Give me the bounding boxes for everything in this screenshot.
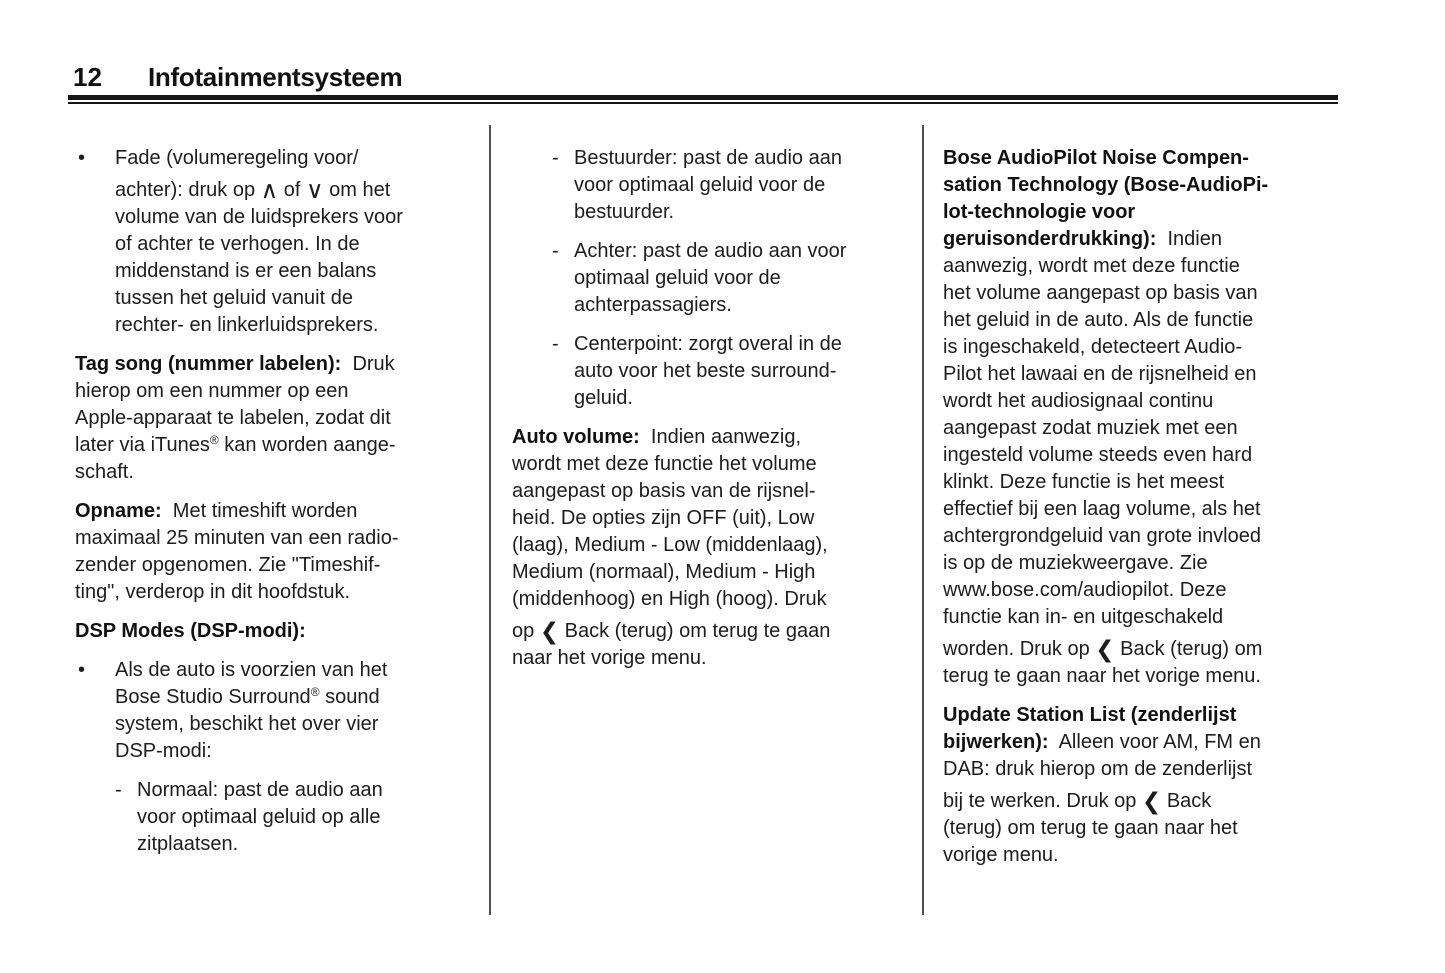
body-text: is ingeschakeld, detecteert Audio- <box>943 336 1243 358</box>
text-line <box>115 738 483 765</box>
body-text: Centerpoint: zorgt overal in de <box>574 333 842 355</box>
text-line <box>943 523 1388 550</box>
text-line <box>943 199 1388 226</box>
bold-text: Bose AudioPilot Noise Compen- <box>943 147 1249 169</box>
page-title: Infotainmentsysteem <box>148 62 403 92</box>
opname-para-text <box>75 498 483 606</box>
text-line <box>943 815 1388 842</box>
body-text: Apple-apparaat te labelen, zodat dit <box>75 407 391 429</box>
registered-symbol: ® <box>209 433 219 447</box>
text-line <box>574 238 916 265</box>
body-text: het geluid in de auto. Als de functie <box>943 309 1254 331</box>
text-line <box>115 657 483 684</box>
body-text: Pilot het lawaai en de rijsnelheid en <box>943 363 1257 385</box>
body-text: Bose Studio Surround <box>115 686 311 708</box>
body-text: schaft. <box>75 461 134 483</box>
text-line <box>75 525 483 552</box>
column-middle <box>512 145 916 684</box>
text-line <box>75 579 483 606</box>
body-text: vorige menu. <box>943 844 1059 866</box>
text-line <box>943 550 1388 577</box>
text-line <box>943 226 1388 253</box>
body-text: achterpassagiers. <box>574 294 732 316</box>
tag-song-para-text <box>75 351 483 486</box>
body-text: Bestuurder: past de audio aan <box>574 147 842 169</box>
down-caret-icon: ∨ <box>306 176 324 204</box>
bold-text: lot-technologie voor <box>943 201 1136 223</box>
dash-marker: - <box>552 333 559 355</box>
text-line <box>115 711 483 738</box>
text-line <box>115 285 483 312</box>
body-text: ingesteld volume steeds even hard <box>943 444 1253 466</box>
bold-text: Tag song (nummer labelen): <box>75 353 342 375</box>
bold-text: sation Technology (Bose-AudioPi- <box>943 174 1269 196</box>
header-rule <box>68 95 1338 104</box>
body-text: geluid. <box>574 387 633 409</box>
body-text: wordt met deze functie het volume <box>512 453 817 475</box>
column-separator <box>489 125 491 915</box>
body-text: heid. De opties zijn OFF (uit), Low <box>512 507 815 529</box>
body-text: aanwezig, wordt met deze functie <box>943 255 1240 277</box>
text-line <box>75 498 483 525</box>
text-line <box>574 292 916 319</box>
body-text: worden. Druk op <box>943 638 1096 660</box>
body-text: Normaal: past de audio aan <box>137 779 383 801</box>
text-line <box>512 613 916 645</box>
dsp-modes-heading-text <box>75 618 483 645</box>
bose-studio-bullet <box>75 657 483 765</box>
body-text: aangepast zodat muziek met een <box>943 417 1238 439</box>
body-text: Als de auto is voorzien van het <box>115 659 388 681</box>
fade-bullet-text <box>75 145 483 339</box>
text-line <box>574 331 916 358</box>
text-line <box>943 496 1388 523</box>
body-text: functie kan in- en uitgeschakeld <box>943 606 1224 628</box>
body-text: naar het vorige menu. <box>512 647 707 669</box>
tag-song-para <box>75 351 483 486</box>
body-text: Back <box>1161 790 1212 812</box>
body-text: maximaal 25 minuten van een radio- <box>75 527 399 549</box>
text-line <box>512 424 916 451</box>
dash-marker: - <box>115 779 122 801</box>
text-line <box>943 334 1388 361</box>
text-line <box>75 351 483 378</box>
body-text: voor optimaal geluid voor de <box>574 174 826 196</box>
bose-studio-bullet-text <box>75 657 483 765</box>
text-line <box>115 258 483 285</box>
text-line <box>943 729 1388 756</box>
body-text: Met timeshift worden <box>161 500 358 522</box>
bold-text: DSP Modes (DSP-modi): <box>75 620 306 642</box>
up-caret-icon: ∧ <box>260 176 279 204</box>
bestuurder-dash-text <box>512 145 916 226</box>
body-text: kan worden aange- <box>218 434 396 456</box>
body-text: achtergrondgeluid van grote invloed <box>943 525 1261 547</box>
dash-marker: - <box>552 147 559 169</box>
text-line <box>115 145 483 172</box>
text-line <box>943 253 1388 280</box>
centerpoint-dash <box>512 331 916 412</box>
back-chevron-icon: ❮ <box>539 619 560 645</box>
text-line <box>943 415 1388 442</box>
text-line <box>512 532 916 559</box>
body-text: Indien aanwezig, <box>639 426 802 448</box>
text-line <box>512 478 916 505</box>
body-text: Back (terug) om terug te gaan <box>559 620 831 642</box>
body-text: Back (terug) om <box>1114 638 1263 660</box>
text-line <box>574 172 916 199</box>
text-line <box>115 231 483 258</box>
text-line <box>75 618 483 645</box>
bold-text: bijwerken): <box>943 731 1049 753</box>
text-line <box>943 783 1388 815</box>
body-text: (laag), Medium - Low (middenlaag), <box>512 534 828 556</box>
text-line <box>75 552 483 579</box>
body-text: auto voor het beste surround- <box>574 360 837 382</box>
column-right <box>943 145 1388 881</box>
body-text: zender opgenomen. Zie "Timeshif- <box>75 554 381 576</box>
body-text: hierop om een nummer op een <box>75 380 349 402</box>
achter-dash-text <box>512 238 916 319</box>
body-text: Fade (volumeregeling voor/ <box>115 147 359 169</box>
bullet-marker: • <box>78 147 86 169</box>
column-left <box>75 145 483 870</box>
update-station-list-para <box>943 702 1388 869</box>
bold-text: Update Station List (zenderlijst <box>943 704 1237 726</box>
text-line <box>574 199 916 226</box>
body-text: (middenhoog) en High (hoog). Druk <box>512 588 827 610</box>
body-text: voor optimaal geluid op alle <box>137 806 381 828</box>
text-line <box>943 702 1388 729</box>
body-text: tussen het geluid vanuit de <box>115 287 353 309</box>
body-text: Indien <box>1156 228 1222 250</box>
text-line <box>115 312 483 339</box>
text-line <box>512 559 916 586</box>
text-line <box>943 442 1388 469</box>
body-text: zitplaatsen. <box>137 833 239 855</box>
text-line <box>512 451 916 478</box>
normaal-dash-text <box>75 777 483 858</box>
opname-para <box>75 498 483 606</box>
text-line <box>115 684 483 711</box>
dsp-modes-heading <box>75 618 483 645</box>
body-text: terug te gaan naar het vorige menu. <box>943 665 1261 687</box>
body-text: op <box>512 620 540 642</box>
body-text: www.bose.com/audiopilot. Deze <box>943 579 1227 601</box>
body-text: sound <box>319 686 380 708</box>
body-text: ting", verderop in dit hoofdstuk. <box>75 581 351 603</box>
body-text: aangepast op basis van de rijsnel- <box>512 480 816 502</box>
body-text: of achter te verhogen. In de <box>115 233 360 255</box>
body-text: achter): druk op <box>115 179 261 201</box>
body-text: bij te werken. Druk op <box>943 790 1142 812</box>
body-text: DSP-modi: <box>115 740 212 762</box>
body-text: Alleen voor AM, FM en <box>1048 731 1261 753</box>
text-line <box>512 645 916 672</box>
text-line <box>943 469 1388 496</box>
text-line <box>943 361 1388 388</box>
text-line <box>137 777 483 804</box>
text-line <box>75 432 483 459</box>
audiopilot-para <box>943 145 1388 690</box>
auto-volume-para-text <box>512 424 916 672</box>
body-text: optimaal geluid voor de <box>574 267 781 289</box>
normaal-dash <box>75 777 483 858</box>
registered-symbol: ® <box>310 685 320 699</box>
body-text: effectief bij een laag volume, als het <box>943 498 1261 520</box>
text-line <box>943 388 1388 415</box>
dash-marker: - <box>552 240 559 262</box>
text-line <box>943 307 1388 334</box>
body-text: is op de muziekweergave. Zie <box>943 552 1208 574</box>
text-line <box>943 842 1388 869</box>
text-line <box>943 663 1388 690</box>
back-chevron-icon: ❮ <box>1095 637 1115 663</box>
text-line <box>943 631 1388 663</box>
fade-bullet <box>75 145 483 339</box>
body-text: middenstand is er een balans <box>115 260 377 282</box>
auto-volume-para <box>512 424 916 672</box>
text-line <box>512 505 916 532</box>
text-line <box>115 172 483 204</box>
bold-text: geruisonderdrukking): <box>943 228 1157 250</box>
text-line <box>574 358 916 385</box>
body-text: later via iTunes <box>75 434 210 456</box>
text-line <box>943 756 1388 783</box>
bold-text: Opname: <box>75 500 162 522</box>
bestuurder-dash <box>512 145 916 226</box>
column-separator <box>922 125 924 915</box>
body-text: rechter- en linkerluidsprekers. <box>115 314 379 336</box>
body-text: volume van de luidsprekers voor <box>115 206 403 228</box>
text-line <box>943 172 1388 199</box>
body-text: om het <box>323 179 391 201</box>
text-line <box>943 604 1388 631</box>
text-line <box>137 804 483 831</box>
body-text: system, beschikt het over vier <box>115 713 379 735</box>
body-text: Achter: past de audio aan voor <box>574 240 847 262</box>
text-line <box>574 145 916 172</box>
body-text: Druk <box>341 353 395 375</box>
body-text: klinkt. Deze functie is het meest <box>943 471 1225 493</box>
text-line <box>943 577 1388 604</box>
body-text: (terug) om terug te gaan naar het <box>943 817 1238 839</box>
text-line <box>75 405 483 432</box>
body-text: wordt het audiosignaal continu <box>943 390 1214 412</box>
text-line <box>75 459 483 486</box>
body-text: het volume aangepast op basis van <box>943 282 1258 304</box>
back-chevron-icon: ❮ <box>1141 789 1162 815</box>
text-line <box>574 265 916 292</box>
text-line <box>75 378 483 405</box>
achter-dash <box>512 238 916 319</box>
update-station-list-para-text <box>943 702 1388 869</box>
centerpoint-dash-text <box>512 331 916 412</box>
body-text: of <box>278 179 306 201</box>
bold-text: Auto volume: <box>512 426 640 448</box>
body-text: Medium (normaal), Medium - High <box>512 561 816 583</box>
text-line <box>115 204 483 231</box>
text-line <box>943 145 1388 172</box>
text-line <box>943 280 1388 307</box>
page-number: 12 <box>73 62 102 92</box>
audiopilot-para-text <box>943 145 1388 690</box>
text-line <box>137 831 483 858</box>
bullet-marker: • <box>78 659 86 681</box>
body-text: DAB: druk hierop om de zenderlijst <box>943 758 1253 780</box>
body-text: bestuurder. <box>574 201 675 223</box>
text-line <box>574 385 916 412</box>
text-line <box>512 586 916 613</box>
